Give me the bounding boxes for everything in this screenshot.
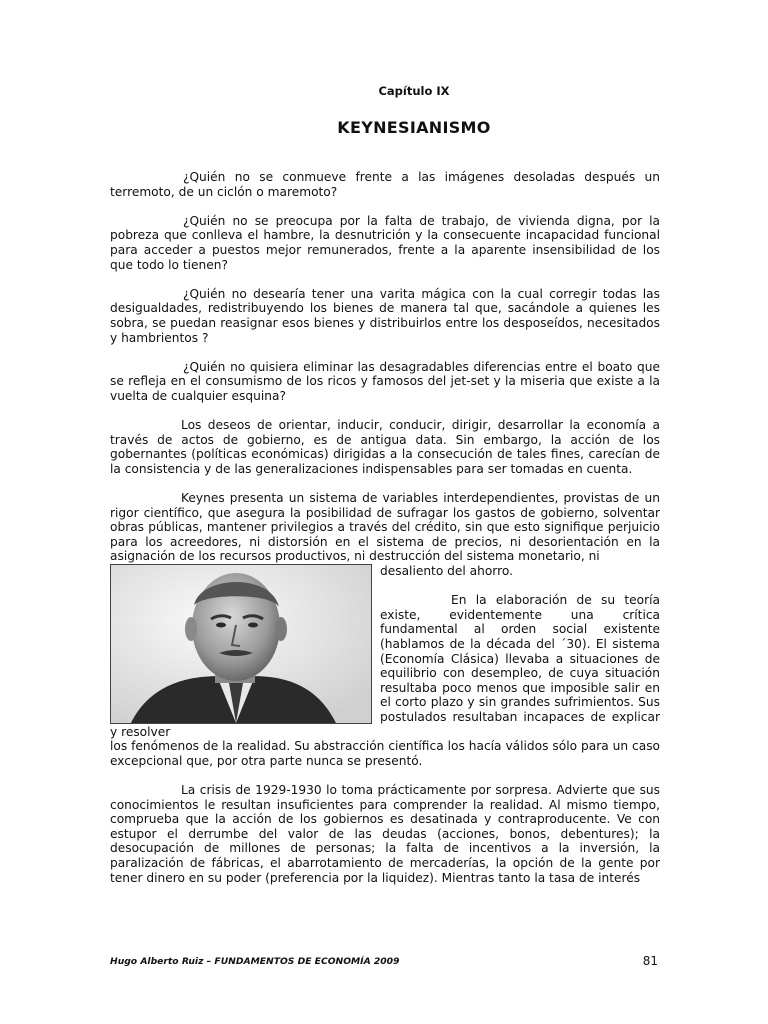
portrait-illustration bbox=[111, 565, 371, 723]
paragraph-8: La crisis de 1929-1930 lo toma prácticamente por sorpresa. Advierte que sus conocimientos le resultan insuficientes para comprender la realidad. Al mismo tiempo, comprueba que la acción de los gobiernos es desatinada y contraproducente. Ve con estupor el derrumbe del valor de las deudas (acciones, bonos, debentures); la desocupación de millones de personas; la falta de incentivos a la inversión, la paralización de fábricas, el abarrotamiento de mercaderías, la opción de la gente por tener dinero en su poder (preferencia por la liquidez). Mientras tanto la tasa de interés bbox=[110, 782, 660, 885]
paragraph-7: En la elaboración de su teoría existe, evidentemente una crítica fundamental al orden social existente (hablamos de la década del ´30). El sistema (Economía Clásica) llevaba a situaciones de equilibrio con desempleo, de cuya situación resultaba poco menos que imposible salir en el corto plazo y sin grandes sufrimientos. Sus postulados resultaban incapaces de explicar y resolver bbox=[110, 593, 660, 739]
paragraph-7-continuation: los fenómenos de la realidad. Su abstracción científica los hacía válidos sólo para un caso excepcional que, por otra parte nunca se presentó. bbox=[110, 739, 660, 768]
page-number: 81 bbox=[642, 954, 658, 968]
body-text bbox=[110, 170, 660, 900]
page-title: KEYNESIANISMO bbox=[337, 118, 491, 137]
keynes-portrait-photo bbox=[110, 564, 372, 724]
photo-wrap-block bbox=[110, 564, 660, 739]
paragraph-1: ¿Quién no se conmueve frente a las imágenes desoladas después un terremoto, de un ciclón o maremoto? bbox=[110, 170, 660, 199]
paragraph-6-end: desaliento del ahorro. bbox=[380, 564, 513, 579]
paragraph-5: Los deseos de orientar, inducir, conducir, dirigir, desarrollar la economía a través de actos de gobierno, es de antigua data. Sin embargo, la acción de los gobernantes (políticas económicas) dirigidas a la consecución de tales fines, carecían de la consistencia y de las generalizaciones indispensables para ser tomadas en cuenta. bbox=[110, 418, 660, 476]
paragraph-4: ¿Quién no quisiera eliminar las desagradables diferencias entre el boato que se refleja en el consumismo de los ricos y famosos del jet-set y la miseria que existe a la vuelta de cualquier esquina? bbox=[110, 359, 660, 403]
paragraph-6: Keynes presenta un sistema de variables interdependientes, provistas de un rigor científico, que asegura la posibilidad de sufragar los gastos de gobierno, solventar obras públicas, mantener privilegios a través del crédito, sin que esto signifique perjuicio para los acreedores, ni distorsión en el sistema de precios, ni desorientación en la asignación de los recursos productivos, ni destrucción del sistema monetario, ni bbox=[110, 491, 660, 564]
paragraph-3: ¿Quién no desearía tener una varita mágica con la cual corregir todas las desigualdades, redistribuyendo los bienes de manera tal que, sacándole a quienes les sobra, se puedan reasignar esos bienes y distribuirlos entre los desposeídos, necesitados y hambrientos ? bbox=[110, 286, 660, 345]
chapter-label: Capítulo IX bbox=[378, 84, 450, 98]
footer-author-book: Hugo Alberto Ruiz – FUNDAMENTOS DE ECONOMÍA 2009 bbox=[110, 956, 400, 967]
paragraph-2: ¿Quién no se preocupa por la falta de trabajo, de vivienda digna, por la pobreza que conlleva el hambre, la desnutrición y la consecuente incapacidad funcional para acceder a puestos mejor remunerados, frente a la aparente insensibilidad de los que todo lo tienen? bbox=[110, 213, 660, 272]
